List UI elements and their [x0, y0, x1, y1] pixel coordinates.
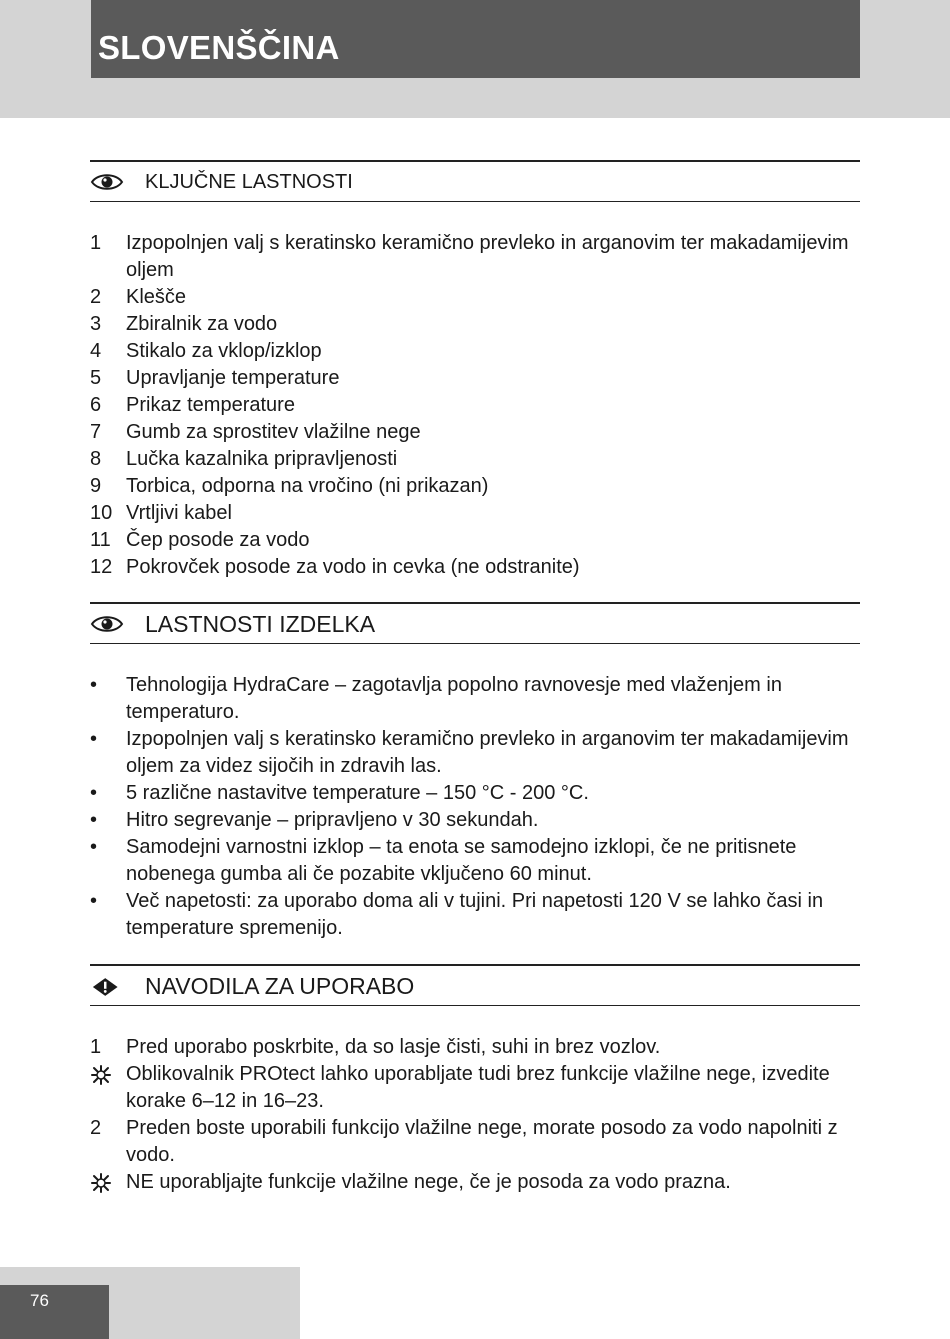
list-item: [90, 338, 860, 365]
list-item: [90, 230, 860, 284]
warning-diamond-icon: [92, 972, 122, 1002]
item-text: Lučka kazalnika pripravljenosti: [126, 448, 398, 470]
item-text: Preden boste uporabili funkcijo vlažilne nege, morate posodo za vodo napolniti z vodo.: [126, 1117, 838, 1166]
item-text: NE uporabljajte funkcije vlažilne nege, če je posoda za vodo prazna.: [126, 1171, 731, 1193]
item-text: Pred uporabo poskrbite, da so lasje čisti, suhi in brez vozlov.: [126, 1036, 661, 1058]
list-item: [90, 419, 860, 446]
step-number: 1: [90, 1036, 102, 1058]
section-title: NAVODILA ZA UPORABO: [145, 973, 415, 999]
list-item: [90, 1061, 860, 1115]
item-number: 1: [90, 232, 102, 254]
item-text: Čep posode za vodo: [126, 529, 310, 551]
item-text: Izpopolnjen valj s keratinsko keramično prevleko in arganovim ter makadamijevim oljem: [126, 232, 849, 281]
list-item: [90, 284, 860, 311]
list-item: [90, 500, 860, 527]
section-title: LASTNOSTI IZDELKA: [145, 611, 376, 637]
star-burst-icon: [90, 1173, 112, 1193]
item-number: 8: [90, 448, 102, 470]
eye-icon: [90, 171, 124, 193]
bullet: •: [90, 782, 98, 804]
item-text: Stikalo za vklop/izklop: [126, 340, 322, 362]
item-number: 4: [90, 340, 102, 362]
instructions-list: [90, 1034, 860, 1196]
list-item: [90, 554, 860, 581]
bullet: •: [90, 728, 98, 750]
item-text: Oblikovalnik PROtect lahko uporabljate tudi brez funkcije vlažilne nege, izvedite korake 6–12 in 16–23.: [126, 1063, 830, 1112]
item-number: 7: [90, 421, 102, 443]
page-number: 76: [30, 1291, 49, 1310]
item-number: 2: [90, 286, 102, 308]
bullet: •: [90, 674, 98, 696]
section-title: KLJUČNE LASTNOSTI: [145, 171, 353, 193]
item-text: Izpopolnjen valj s keratinsko keramično prevleko in arganovim ter makadamijevim oljem za videz sijočih in zdravih las.: [126, 728, 849, 777]
page-number-tab: [0, 1285, 109, 1339]
product-features-list: [90, 672, 860, 942]
item-number: 10: [90, 502, 113, 524]
section-header-instructions: [90, 964, 860, 1006]
language-title: SLOVENŠČINA: [98, 29, 340, 66]
list-item: [90, 392, 860, 419]
item-text: Hitro segrevanje – pripravljeno v 30 sekundah.: [126, 809, 539, 831]
section-header-product: [90, 602, 860, 644]
item-text: Zbiralnik za vodo: [126, 313, 278, 335]
item-text: Prikaz temperature: [126, 394, 295, 416]
list-item: [90, 473, 860, 500]
list-item: [90, 311, 860, 338]
list-item: [90, 1115, 860, 1169]
features-list: [90, 230, 860, 581]
item-number: 3: [90, 313, 102, 335]
list-item: [90, 888, 860, 942]
list-item: [90, 780, 860, 807]
item-number: 6: [90, 394, 102, 416]
item-number: 9: [90, 475, 102, 497]
item-text: Upravljanje temperature: [126, 367, 340, 389]
list-item: [90, 807, 860, 834]
star-burst-icon: [90, 1065, 112, 1085]
item-number: 11: [90, 529, 111, 551]
list-item: [90, 527, 860, 554]
list-item: [90, 834, 860, 888]
item-text: Klešče: [126, 286, 187, 308]
bullet: •: [90, 809, 98, 831]
item-text: 5 različne nastavitve temperature – 150 °C - 200 °C.: [126, 782, 589, 804]
list-item: [90, 365, 860, 392]
item-text: Tehnologija HydraCare – zagotavlja popolno ravnovesje med vlaženjem in temperaturo.: [126, 674, 782, 723]
list-item: [90, 672, 860, 726]
item-number: 12: [90, 556, 113, 578]
item-text: Samodejni varnostni izklop – ta enota se samodejno izklopi, če ne pritisnete nobenega gumba ali če pozabite vključeno 60 minut.: [126, 836, 797, 885]
list-item: [90, 1034, 860, 1061]
item-number: 5: [90, 367, 102, 389]
item-text: Gumb za sprostitev vlažilne nege: [126, 421, 421, 443]
bullet: •: [90, 836, 98, 858]
list-item: [90, 1169, 860, 1196]
bullet: •: [90, 890, 98, 912]
item-text: Več napetosti: za uporabo doma ali v tujini. Pri napetosti 120 V se lahko časi in temperature spremenijo.: [126, 890, 824, 939]
list-item: [90, 726, 860, 780]
eye-icon: [90, 613, 124, 635]
step-number: 2: [90, 1117, 102, 1139]
item-text: Torbica, odporna na vročino (ni prikazan): [126, 475, 489, 497]
item-text: Pokrovček posode za vodo in cevka (ne odstranite): [126, 556, 580, 578]
section-header-features: [90, 160, 860, 202]
list-item: [90, 446, 860, 473]
item-text: Vrtljivi kabel: [126, 502, 232, 524]
